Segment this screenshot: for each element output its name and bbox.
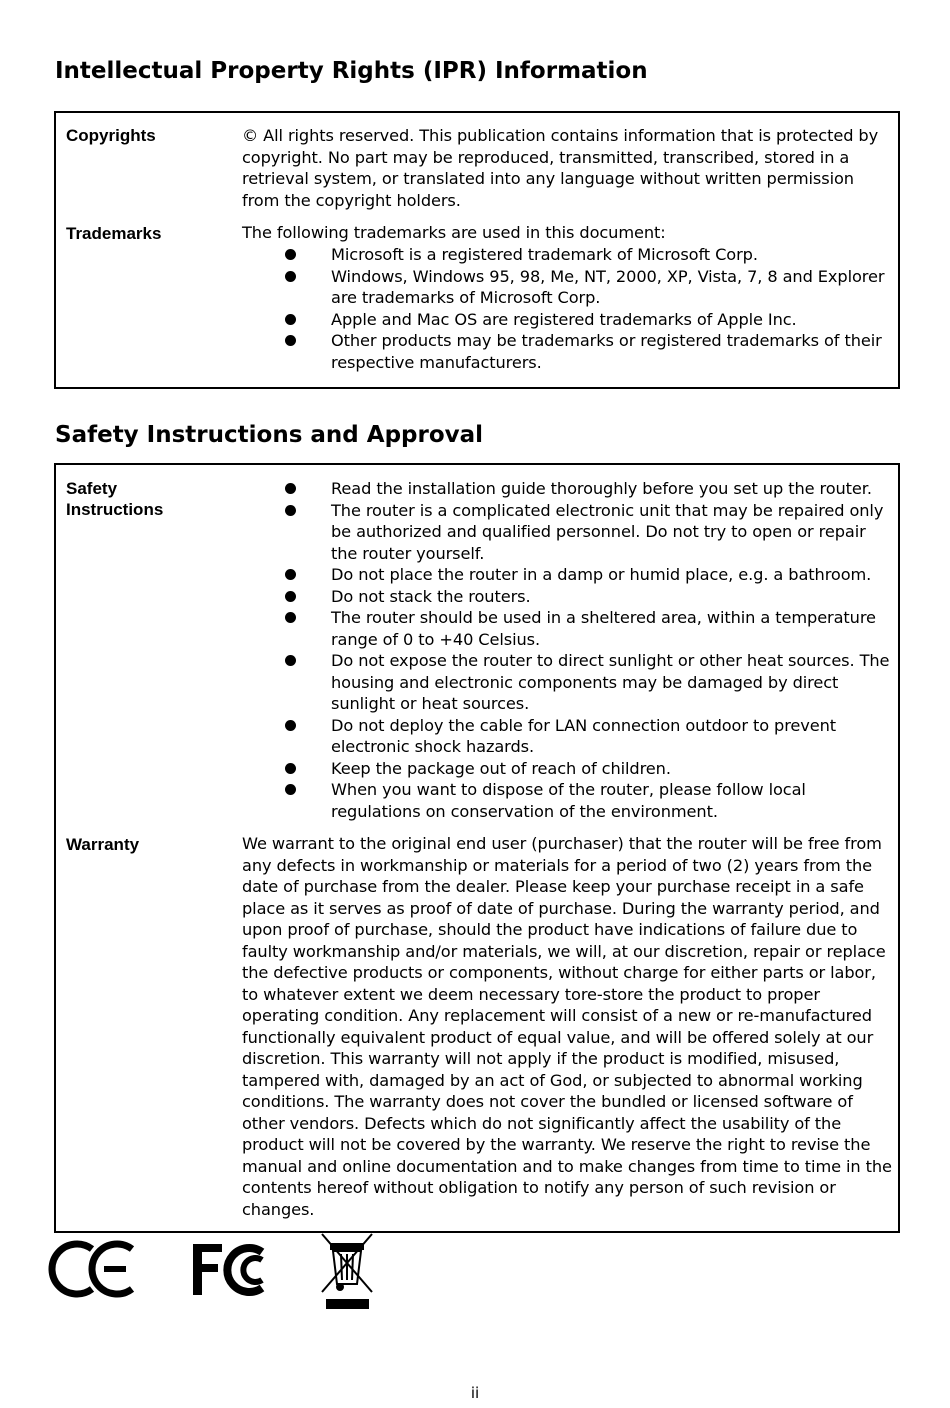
bullet-icon <box>285 763 296 774</box>
trademarks-intro: The following trademarks are used in this document: <box>242 223 666 242</box>
logos-graphic <box>0 1232 950 1322</box>
bullet-icon <box>285 271 296 282</box>
bullet-icon <box>285 655 296 666</box>
ipr-table <box>54 111 900 389</box>
page-number: ii <box>470 1384 480 1402</box>
safety-section-title: Safety Instructions and Approval <box>55 422 484 448</box>
fcc-mark-icon <box>193 1244 262 1295</box>
list-item: The router should be used in a sheltered area, within a temperature range of 0 to +40 Celsius. <box>331 607 896 650</box>
trademarks-label: Trademarks <box>66 224 162 243</box>
list-item: Do not place the router in a damp or humid place, e.g. a bathroom. <box>331 564 896 586</box>
bullet-icon <box>285 483 296 494</box>
bullet-icon <box>285 249 296 260</box>
copyrights-label: Copyrights <box>66 126 156 145</box>
bullet-icon <box>285 784 296 795</box>
certification-logos <box>0 1232 950 1322</box>
safety-instructions-label: Safety Instructions <box>66 479 164 519</box>
list-item: Read the installation guide thoroughly before you set up the router. <box>331 478 896 500</box>
ipr-section-title: Intellectual Property Rights (IPR) Information <box>55 58 648 84</box>
warranty-text: We warrant to the original end user (purchaser) that the router will be free from any defects in workmanship or materials for a period of two (2) years from the date of purchase from the dealer. Please keep your purchase receipt in a safe place as it serves as proof of date of purchase. During the warranty period, and upon proof of purchase, should the product have indications of failure due to faulty workmanship and/or materials, we will, at our discretion, repair or replace the defective products or components, without charge for either parts or labor, to whatever extent we deem necessary tore-store the product to proper operating condition. Any replacement will consist of a new or re-manufactured functionally equivalent product of equal value, and will be offered solely at our discretion. This warranty will not apply if the product is modified, misused, tampered with, damaged by an act of God, or subjected to abnormal working conditions. The warranty does not cover the bundled or licensed software of other vendors. Defects which do not significantly affect the usability of the product will not be covered by the warranty. We reserve the right to revise the manual and online documentation and to make changes from time to time in the contents hereof without obligation to notify any person of such revision or changes. <box>242 834 892 1219</box>
weee-bin-icon <box>322 1234 372 1309</box>
warranty-label: Warranty <box>66 835 140 854</box>
bullet-icon <box>285 335 296 346</box>
trademarks-list <box>331 244 901 373</box>
bullet-icon <box>285 720 296 731</box>
list-item: Do not stack the routers. <box>331 586 896 608</box>
bullet-icon <box>285 314 296 325</box>
list-item: Apple and Mac OS are registered trademarks of Apple Inc. <box>331 309 901 331</box>
bullet-icon <box>285 569 296 580</box>
bullet-icon <box>285 612 296 623</box>
list-item: Keep the package out of reach of children. <box>331 758 896 780</box>
list-item: The router is a complicated electronic unit that may be repaired only be authorized and qualified personnel. Do not try to open or repair the router yourself. <box>331 500 896 565</box>
safety-table <box>54 463 900 1233</box>
bullet-icon <box>285 591 296 602</box>
list-item: Do not deploy the cable for LAN connection outdoor to prevent electronic shock hazards. <box>331 715 896 758</box>
safety-instructions-list <box>331 478 896 822</box>
list-item: Microsoft is a registered trademark of Microsoft Corp. <box>331 244 901 266</box>
ce-mark-icon <box>52 1244 132 1294</box>
list-item: When you want to dispose of the router, please follow local regulations on conservation of the environment. <box>331 779 896 822</box>
list-item: Windows, Windows 95, 98, Me, NT, 2000, XP, Vista, 7, 8 and Explorer are trademarks of Microsoft Corp. <box>331 266 901 309</box>
list-item: Do not expose the router to direct sunlight or other heat sources. The housing and electronic components may be damaged by direct sunlight or heat sources. <box>331 650 896 715</box>
list-item: Other products may be trademarks or registered trademarks of their respective manufacturers. <box>331 330 901 373</box>
bullet-icon <box>285 505 296 516</box>
copyrights-text: © All rights reserved. This publication contains information that is protected by copyright. No part may be reproduced, transmitted, transcribed, stored in a retrieval system, or translated into any language without written permission from the copyright holders. <box>242 126 879 210</box>
